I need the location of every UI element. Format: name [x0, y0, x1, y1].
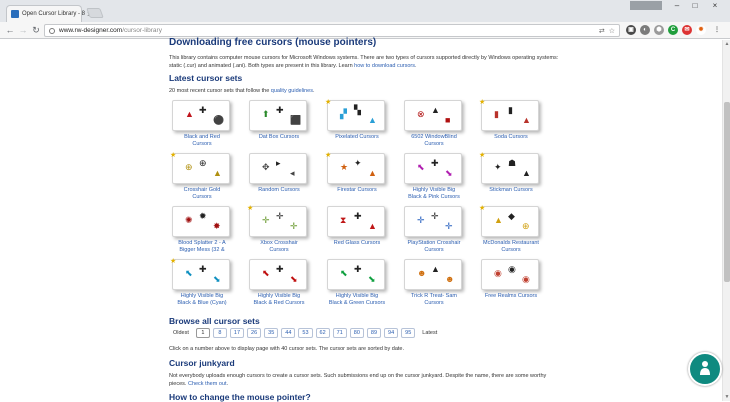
cursor-preview-icon: ▲ — [368, 168, 377, 178]
cursor-set-label-line[interactable]: Highly Visible Big — [335, 293, 379, 299]
junkyard-heading: Cursor junkyard — [169, 358, 235, 368]
cursor-preview-icon: ★ — [340, 162, 349, 172]
cursor-set-thumbnail[interactable] — [404, 206, 462, 237]
cursor-set-tile[interactable] — [324, 259, 400, 311]
cursor-preview-icon: ⬉ — [417, 162, 425, 172]
secure-lock-icon — [49, 28, 55, 34]
cursor-preview-icon: ✛ — [431, 211, 439, 221]
cursor-preview-icon: ▲ — [494, 215, 503, 225]
cursor-preview-icon: ✚ — [276, 105, 284, 115]
cursor-set-tile[interactable] — [324, 206, 400, 258]
pager-note: Click on a number above to display page with 40 cursor sets. The cursor sets are sorted by date. — [169, 346, 404, 352]
featured-star-icon: ★ — [479, 205, 486, 212]
cursor-set-label-line[interactable]: Highly Visible Big — [180, 293, 224, 299]
cursor-preview-icon: ⊕ — [185, 162, 193, 172]
cursor-preview-icon: ☻ — [445, 274, 455, 284]
extension-icon[interactable]: ⬢ — [654, 25, 664, 35]
junkyard-pre: pieces. — [169, 381, 188, 387]
page-link[interactable]: 1 — [196, 328, 210, 338]
cursor-preview-icon: ☗ — [508, 158, 517, 168]
back-arrow-icon[interactable]: ← — [5, 25, 15, 35]
cursor-set-tile[interactable] — [478, 206, 554, 258]
cursor-preview-icon: ▲ — [368, 221, 377, 231]
cursor-preview-icon: ⬉ — [340, 268, 348, 278]
cursor-set-tile[interactable] — [246, 100, 322, 152]
cursor-set-label-line[interactable]: Blood Splatter 2 - A — [178, 240, 226, 246]
cursor-set-label-line[interactable]: Cursors — [424, 300, 444, 306]
cursor-preview-icon: ✛ — [290, 221, 298, 231]
url-path: /cursor-library — [122, 27, 162, 34]
cursor-set-label[interactable] — [169, 293, 235, 307]
cursor-set-label[interactable] — [401, 293, 467, 307]
cursor-preview-icon: ✛ — [417, 215, 425, 225]
cursor-set-tile[interactable] — [246, 206, 322, 258]
cursor-preview-icon: ✚ — [199, 264, 207, 274]
cursor-set-tile[interactable] — [478, 259, 554, 311]
cursor-set-label-line[interactable]: Soda Cursors — [494, 134, 528, 140]
intro-paragraph — [169, 54, 563, 70]
cursor-set-thumbnail[interactable] — [172, 206, 230, 237]
cursor-set-label-line[interactable]: Xbox Crosshair — [260, 240, 298, 246]
page-link[interactable]: 95 — [401, 328, 415, 338]
cursor-set-thumbnail[interactable] — [249, 259, 307, 290]
cursor-set-label-line[interactable]: PlayStation Crosshair — [407, 240, 461, 246]
page-title: Downloading free cursors (mouse pointers) — [169, 37, 377, 48]
cursor-set-thumbnail[interactable] — [172, 259, 230, 290]
browser-tab[interactable] — [6, 5, 86, 22]
cursor-set-tile[interactable] — [401, 206, 477, 258]
cursor-set-tile[interactable] — [169, 206, 245, 258]
cursor-preview-icon: ▲ — [522, 168, 531, 178]
scroll-up-icon[interactable]: ▲ — [724, 41, 730, 47]
help-fab-icon[interactable] — [688, 352, 722, 386]
extension-icon[interactable]: C — [668, 25, 678, 35]
cursor-set-label[interactable] — [401, 240, 467, 254]
tab-strip — [0, 0, 730, 22]
cursor-set-thumbnail[interactable] — [404, 153, 462, 184]
cursor-set-label[interactable] — [324, 240, 390, 247]
cursor-set-tile[interactable] — [324, 100, 400, 152]
cursor-preview-icon: ◂ — [290, 168, 295, 178]
cursor-preview-icon: ✚ — [354, 264, 362, 274]
cursor-set-label[interactable] — [246, 134, 312, 141]
cursor-preview-icon: ▮ — [494, 109, 499, 119]
cursor-preview-icon: ✛ — [445, 221, 453, 231]
cursor-set-label-line[interactable]: Highly Visible Big — [412, 187, 456, 193]
latest-note — [169, 88, 315, 94]
maximize-button[interactable]: □ — [692, 1, 698, 10]
page-link[interactable]: 8 — [213, 328, 227, 338]
how-to-download-link[interactable]: how to download cursors — [354, 63, 415, 69]
cursor-set-tile[interactable] — [478, 153, 554, 205]
minimize-button[interactable]: – — [674, 1, 680, 10]
cursor-preview-icon: ▲ — [522, 115, 531, 125]
pager-latest: Latest — [422, 330, 438, 336]
cursor-set-thumbnail[interactable] — [249, 100, 307, 131]
url-host: www.rw-designer.com — [59, 27, 123, 34]
cursor-preview-icon: ⬛ — [290, 115, 302, 125]
page-link[interactable]: 35 — [264, 328, 278, 338]
cursor-preview-icon: ▲ — [185, 109, 194, 119]
cursor-set-thumbnail[interactable] — [481, 153, 539, 184]
scroll-down-icon[interactable]: ▼ — [724, 394, 730, 400]
cursor-preview-icon: ⊕ — [199, 158, 207, 168]
page-link[interactable]: 44 — [281, 328, 295, 338]
cursor-preview-icon: ▲ — [213, 168, 222, 178]
cursor-set-label[interactable] — [246, 240, 312, 254]
change-pointer-heading: How to change the mouse pointer? — [169, 392, 311, 402]
page-link[interactable]: 94 — [384, 328, 398, 338]
page-scrollbar[interactable] — [722, 40, 730, 401]
cursor-set-thumbnail[interactable] — [327, 153, 385, 184]
cursor-set-label[interactable] — [169, 134, 235, 148]
cursor-preview-icon: ⬊ — [213, 274, 221, 284]
cursor-set-label-line[interactable]: Highly Visible Big — [257, 293, 301, 299]
cursor-set-label[interactable] — [246, 293, 312, 307]
cursor-preview-icon: ⬉ — [262, 268, 270, 278]
page-link[interactable]: 71 — [333, 328, 347, 338]
forward-arrow-icon[interactable]: → — [18, 25, 28, 35]
cursor-set-grid — [169, 100, 563, 310]
latest-note-end: . — [313, 88, 315, 94]
tab-title: Open Cursor Library - 8 — [22, 11, 86, 17]
cursor-set-label-line[interactable]: Black & Pink Cursors — [408, 194, 460, 200]
cursor-preview-icon: ✛ — [262, 215, 270, 225]
cursor-set-label-line[interactable]: Cursors — [192, 141, 212, 147]
cursor-set-thumbnail[interactable] — [172, 100, 230, 131]
cursor-preview-icon: ⬊ — [445, 168, 453, 178]
cursor-preview-icon: ⬆ — [262, 109, 270, 119]
new-tab-button[interactable] — [86, 8, 104, 18]
cursor-set-tile[interactable] — [169, 100, 245, 152]
cursor-set-tile[interactable] — [169, 259, 245, 311]
cursor-set-label-line[interactable]: Cursors — [192, 194, 212, 200]
cursor-set-label-line[interactable]: Black and Red — [184, 134, 220, 140]
page-link[interactable]: 89 — [367, 328, 381, 338]
cursor-set-thumbnail[interactable] — [481, 259, 539, 290]
cursor-set-label-line[interactable]: Trick R Treat- Sam — [411, 293, 457, 299]
cursor-set-thumbnail[interactable] — [327, 206, 385, 237]
scroll-thumb[interactable] — [724, 102, 730, 282]
cursor-set-thumbnail[interactable] — [249, 153, 307, 184]
cursor-set-thumbnail[interactable] — [404, 259, 462, 290]
page-link[interactable]: 80 — [350, 328, 364, 338]
cursor-set-label-line[interactable]: Black & Green Cursors — [328, 300, 386, 306]
cursor-preview-icon: ■ — [445, 115, 451, 125]
cursor-preview-icon: ✚ — [199, 105, 207, 115]
cursor-preview-icon: ✥ — [262, 162, 270, 172]
cursor-set-label[interactable] — [478, 240, 544, 254]
cursor-set-label-line[interactable]: Random Cursors — [258, 187, 300, 193]
cursor-set-label[interactable] — [324, 134, 390, 141]
latest-heading: Latest cursor sets — [169, 73, 243, 83]
cursor-preview-icon: ⊕ — [522, 221, 530, 231]
cursor-preview-icon: ▚ — [354, 105, 361, 115]
featured-star-icon: ★ — [325, 99, 332, 106]
cursor-set-thumbnail[interactable] — [172, 153, 230, 184]
cursor-set-tile[interactable] — [401, 153, 477, 205]
cursor-preview-icon: ◉ — [508, 264, 516, 274]
cursor-set-label-line[interactable]: Black & Blue (Cyan) — [177, 300, 227, 306]
cursor-set-thumbnail[interactable] — [481, 206, 539, 237]
cursor-preview-icon: ⬊ — [368, 274, 376, 284]
junkyard-link[interactable]: Check them out — [187, 381, 227, 387]
menu-icon[interactable]: ⋮ — [714, 27, 720, 33]
cursor-set-thumbnail[interactable] — [481, 100, 539, 131]
cursor-set-tile[interactable] — [324, 153, 400, 205]
featured-star-icon: ★ — [479, 152, 486, 159]
cursor-set-label[interactable] — [401, 187, 467, 201]
cursor-preview-icon: ✚ — [431, 158, 439, 168]
cursor-preview-icon: ⬊ — [290, 274, 298, 284]
cursor-set-label-line[interactable]: McDonalds Restaurant — [483, 240, 539, 246]
cursor-set-label-line[interactable]: Dat Box Cursors — [258, 134, 300, 140]
cursor-preview-icon: ✹ — [199, 211, 207, 221]
cursor-preview-icon: ⧗ — [340, 215, 347, 225]
quality-guidelines-link[interactable]: quality guidelines — [270, 88, 313, 94]
cursor-set-label-line[interactable]: Pixelated Cursors — [335, 134, 379, 140]
bookmark-star-icon[interactable]: ☆ — [608, 27, 615, 35]
cursor-set-label[interactable] — [401, 134, 467, 148]
cursor-set-tile[interactable] — [401, 259, 477, 311]
cursor-set-label-line[interactable]: Black & Red Cursors — [253, 300, 305, 306]
cursor-set-tile[interactable] — [246, 259, 322, 311]
cursor-set-label[interactable] — [246, 187, 312, 194]
close-window-button[interactable]: × — [712, 1, 718, 10]
browse-heading: Browse all cursor sets — [169, 316, 260, 326]
cursor-set-label-line[interactable]: Firestar Cursors — [337, 187, 377, 193]
page-link[interactable]: 53 — [298, 328, 312, 338]
address-bar[interactable] — [44, 24, 620, 37]
cursor-set-tile[interactable] — [246, 153, 322, 205]
featured-star-icon: ★ — [170, 258, 177, 265]
cursor-preview-icon: ⬉ — [185, 268, 193, 278]
cursor-preview-icon: ⚫ — [213, 115, 225, 125]
cursor-preview-icon: ◉ — [494, 268, 502, 278]
cursor-set-label-line[interactable]: Crosshair Gold — [183, 187, 221, 193]
cursor-preview-icon: ▸ — [276, 158, 281, 168]
cursor-set-label-line[interactable]: Cursors — [424, 247, 444, 253]
junkyard-post: . — [226, 381, 229, 387]
cursor-set-label[interactable] — [478, 187, 544, 194]
cursor-preview-icon: ◆ — [508, 211, 515, 221]
latest-note-text: 20 most recent cursor sets that follow the — [169, 88, 271, 94]
junkyard-text-2 — [169, 381, 228, 387]
cursor-preview-icon: ⊗ — [417, 109, 425, 119]
cursor-set-label-line[interactable]: Cursors — [501, 247, 521, 253]
cursor-preview-icon: ☻ — [417, 268, 427, 278]
cursor-set-tile[interactable] — [478, 100, 554, 152]
cursor-set-label-line[interactable]: Cursors — [424, 141, 444, 147]
cursor-preview-icon: ✦ — [494, 162, 502, 172]
cursor-preview-icon: ✦ — [354, 158, 362, 168]
profile-badge[interactable] — [630, 1, 662, 10]
extension-icon[interactable]: ▣ — [626, 25, 636, 35]
extension-icon[interactable]: ✉ — [682, 25, 692, 35]
cursor-set-label-line[interactable]: Cursors — [269, 247, 289, 253]
cursor-set-label[interactable] — [324, 293, 390, 307]
favicon-icon — [11, 10, 19, 18]
cursor-set-label-line[interactable]: Red Glass Cursors — [333, 240, 381, 246]
cursor-set-tile[interactable] — [169, 153, 245, 205]
intro-text: This library contains computer mouse cursors for Microsoft Windows systems. There are two types of cursors supported directly by Windows operating systems: static (.cur) and animated (.ani). Both types are present in this library. Learn — [169, 55, 559, 69]
translate-icon[interactable]: ⇄ — [598, 27, 605, 35]
cursor-preview-icon: ✚ — [354, 211, 362, 221]
page-link[interactable]: 26 — [247, 328, 261, 338]
cursor-preview-icon: ✛ — [276, 211, 284, 221]
intro-text-end: . — [415, 63, 417, 69]
cursor-set-label-line[interactable]: 6502 WindowBlind — [411, 134, 457, 140]
cursor-set-label[interactable] — [169, 240, 235, 254]
cursor-set-label[interactable] — [324, 187, 390, 194]
cursor-preview-icon: ✚ — [276, 264, 284, 274]
cursor-preview-icon: ▲ — [368, 115, 377, 125]
page-link[interactable]: 62 — [316, 328, 330, 338]
cursor-set-label[interactable] — [478, 134, 544, 141]
page-viewport — [0, 37, 722, 402]
cursor-set-thumbnail[interactable] — [327, 100, 385, 131]
cursor-set-label-line[interactable]: Free Realms Cursors — [484, 293, 538, 299]
featured-star-icon: ★ — [479, 99, 486, 106]
cursor-set-label-line[interactable]: Bigger Mess (32 & — [179, 247, 225, 253]
cursor-set-label-line[interactable]: Stickman Cursors — [489, 187, 533, 193]
pagination — [169, 328, 441, 338]
cursor-set-thumbnail[interactable] — [327, 259, 385, 290]
pager-oldest: Oldest — [173, 330, 189, 336]
extension-icon[interactable]: ✹ — [696, 25, 706, 35]
page-link[interactable]: 17 — [230, 328, 244, 338]
extension-icon[interactable]: ◐ — [640, 25, 650, 35]
cursor-set-label[interactable] — [169, 187, 235, 201]
cursor-preview-icon: ◉ — [522, 274, 530, 284]
featured-star-icon: ★ — [325, 152, 332, 159]
cursor-set-label[interactable] — [478, 293, 544, 300]
cursor-preview-icon: ▲ — [431, 105, 440, 115]
cursor-preview-icon: ✸ — [213, 221, 221, 231]
featured-star-icon: ★ — [247, 205, 254, 212]
cursor-preview-icon: ✺ — [185, 215, 193, 225]
cursor-set-tile[interactable] — [401, 100, 477, 152]
cursor-set-thumbnail[interactable] — [249, 206, 307, 237]
junkyard-text: Not everybody uploads enough cursors to create a cursor sets. Such submissions end up on the cursor junkyard. Despite the name, there are some worthy — [169, 373, 547, 379]
cursor-preview-icon: ▲ — [431, 264, 440, 274]
featured-star-icon: ★ — [170, 152, 177, 159]
cursor-preview-icon: ▞ — [340, 109, 347, 119]
cursor-preview-icon: ▮ — [508, 105, 513, 115]
cursor-set-thumbnail[interactable] — [404, 100, 462, 131]
reload-icon[interactable]: ↻ — [32, 25, 40, 35]
